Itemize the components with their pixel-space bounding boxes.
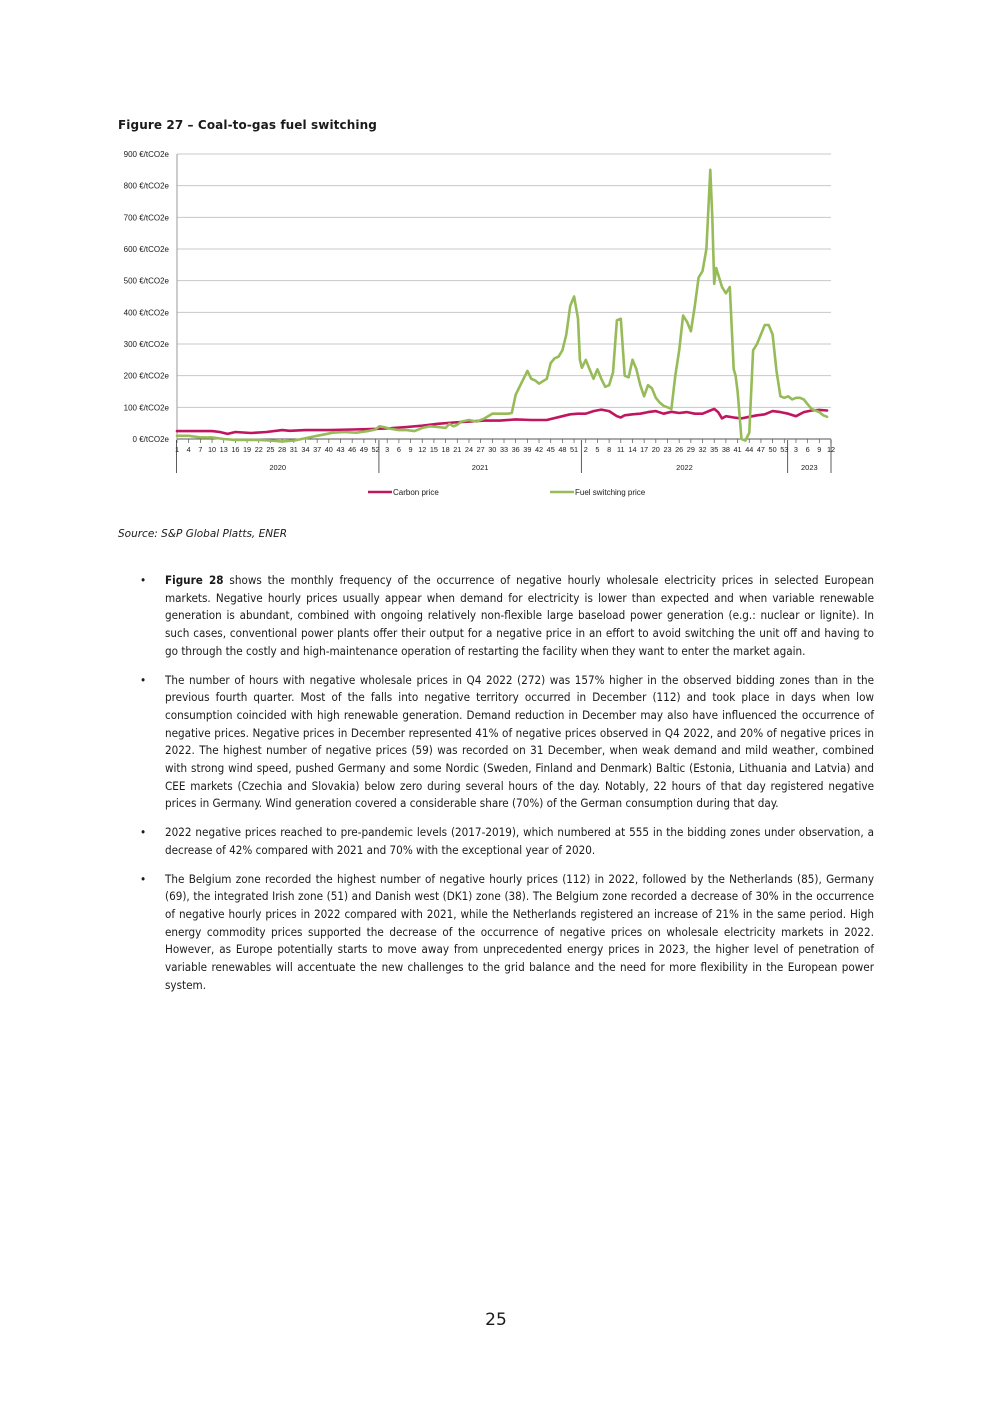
x-tick-label: 10 xyxy=(207,445,217,454)
y-tick-label: 0 €/tCO2e xyxy=(132,435,169,444)
bullet-text: shows the monthly frequency of the occurrence of negative hourly wholesale electricity prices in selected European markets. Negative hourly prices usually appear when demand for electricity is lower than expected and when variable renewable generation is abundant, combined with ongoing relatively non-flexible large baseload power generation (e.g.: nuclear or lignite). In such cases, conventional power plants offer their output for a negative price in an effort to avoid switching the unit off and having to go through the costly and high-maintenance operation of restarting the facility when they want to enter the market again. xyxy=(165,573,874,658)
x-tick-label: 32 xyxy=(698,445,707,454)
bullet-item xyxy=(140,871,874,995)
figure-title: Figure 27 – Coal-to-gas fuel switching xyxy=(118,118,377,132)
legend-label: Carbon price xyxy=(393,488,439,497)
bullet-text: 2022 negative prices reached to pre-pandemic levels (2017-2019), which numbered at 555 in the bidding zones under observation, a decrease of 42% compared with 2021 and 70% with the exceptional year of 2020. xyxy=(165,825,874,857)
x-tick-label: 23 xyxy=(663,445,672,454)
x-tick-label: 2 xyxy=(583,445,588,454)
bullet-text: The number of hours with negative wholesale prices in Q4 2022 (272) was 157% higher in the observed bidding zones than in the previous fourth quarter. Most of the falls into negative territory occurred in December (112) and took place in days when low consumption coincided with high renewable generation. Demand reduction in December may also have influenced the occurrence of negative prices. Negative prices in December represented 41% of negative prices observed in Q4 2022, and 20% of negative prices in 2022. The highest number of negative prices (59) was recorded on 31 December, when weak demand and mild weather, combined with strong wind speed, pushed Germany and some Nordic (Sweden, Finland and Denmark) Baltic (Estonia, Lithuania and Latvia) and CEE markets (Czechia and Slovakia) below zero during several hours of the day. Notably, 22 hours of that day registered negative prices in Germany. Wind generation covered a considerable share (70%) of the German consumption during that day. xyxy=(165,672,874,811)
x-tick-label: 31 xyxy=(289,445,298,454)
bullet-item xyxy=(140,572,874,661)
x-tick-label: 24 xyxy=(464,445,474,454)
figure-source: Source: S&P Global Platts, ENER xyxy=(118,528,288,540)
y-tick-label: 700 €/tCO2e xyxy=(123,213,169,223)
y-tick-label: 200 €/tCO2e xyxy=(123,371,169,381)
x-tick-label: 14 xyxy=(628,445,637,454)
x-tick-label: 12 xyxy=(826,445,836,454)
x-tick-label: 21 xyxy=(453,445,462,454)
x-tick-label: 43 xyxy=(336,445,345,454)
x-tick-label: 28 xyxy=(278,445,287,454)
bullet-dot: • xyxy=(140,573,147,587)
bullet-item xyxy=(140,672,874,814)
x-tick-label: 3 xyxy=(385,445,390,454)
x-tick-label: 40 xyxy=(324,445,333,454)
x-tick-label: 16 xyxy=(231,445,240,454)
x-tick-label: 1 xyxy=(174,445,180,454)
x-tick-label: 35 xyxy=(710,445,719,454)
x-tick-label: 9 xyxy=(408,445,413,454)
year-label: 2020 xyxy=(269,463,287,472)
x-tick-label: 19 xyxy=(243,445,252,454)
x-tick-label: 6 xyxy=(805,445,810,454)
x-tick-label: 39 xyxy=(523,445,532,454)
x-tick-label: 36 xyxy=(511,445,520,454)
y-tick-label: 500 €/tCO2e xyxy=(123,276,169,286)
bullet-dot: • xyxy=(140,871,147,886)
legend-label: Fuel switching price xyxy=(575,488,646,497)
x-tick-label: 26 xyxy=(675,445,684,454)
page-number: 25 xyxy=(485,1310,507,1330)
x-tick-label: 34 xyxy=(301,445,310,454)
x-tick-label: 49 xyxy=(359,445,368,454)
x-tick-label: 15 xyxy=(429,445,438,454)
x-tick-label: 6 xyxy=(396,445,401,454)
bullet-lead: Figure 28 xyxy=(165,573,224,587)
year-label: 2021 xyxy=(471,463,489,472)
x-tick-label: 18 xyxy=(441,445,450,454)
year-label: 2023 xyxy=(800,463,818,472)
y-tick-label: 100 €/tCO2e xyxy=(123,403,169,413)
y-tick-label: 900 €/tCO2e xyxy=(123,150,169,159)
y-tick-label: 800 €/tCO2e xyxy=(123,181,169,191)
bullet-text: The Belgium zone recorded the highest number of negative hourly prices (112) in 2022, followed by the Netherlands (85), Germany (69), the integrated Irish zone (51) and Danish west (DK1) zone (38). The Belgium zone recorded a decrease of 30% in the occurrence of negative hourly prices in 2022 compared with 2021, while the Netherlands registered an increase of 21% in the same period. High energy commodity prices supported the decrease of the occurrence of negative prices on wholesale electricity markets in 2022. However, as Europe potentially starts to move away from unprecedented energy prices in 2023, the higher level of penetration of variable renewables will accentuate the new challenges to the grid balance and the need for more flexibility in the European power system. xyxy=(165,871,874,992)
x-tick-label: 20 xyxy=(651,445,660,454)
x-tick-label: 5 xyxy=(595,445,600,454)
x-tick-label: 4 xyxy=(186,445,191,454)
x-tick-label: 45 xyxy=(546,445,555,454)
x-tick-label: 27 xyxy=(476,445,485,454)
y-tick-label: 600 €/tCO2e xyxy=(123,245,169,254)
x-tick-label: 7 xyxy=(198,445,203,454)
x-tick-label: 42 xyxy=(534,445,544,454)
x-tick-label: 51 xyxy=(570,445,579,454)
x-tick-label: 38 xyxy=(721,445,730,454)
x-tick-label: 12 xyxy=(418,445,427,454)
fuel-switching-chart xyxy=(110,140,850,510)
x-tick-label: 53 xyxy=(780,445,789,454)
bullet-dot: • xyxy=(140,825,147,840)
x-tick-label: 11 xyxy=(616,445,625,454)
x-tick-label: 48 xyxy=(558,445,567,454)
x-tick-label: 33 xyxy=(499,445,509,454)
x-tick-label: 41 xyxy=(733,445,742,454)
bullet-dot: • xyxy=(140,672,147,687)
x-tick-label: 47 xyxy=(756,445,765,454)
y-tick-label: 300 €/tCO2e xyxy=(123,340,169,349)
x-tick-label: 30 xyxy=(488,445,497,454)
x-tick-label: 37 xyxy=(313,445,322,454)
x-tick-label: 52 xyxy=(371,445,380,454)
year-label: 2022 xyxy=(676,463,693,472)
bullet-list xyxy=(140,572,874,1005)
fuel-switching-price-line xyxy=(177,170,827,442)
x-tick-label: 25 xyxy=(266,445,275,454)
x-tick-label: 9 xyxy=(817,445,822,454)
x-tick-label: 44 xyxy=(745,445,754,454)
x-tick-label: 29 xyxy=(686,445,695,454)
x-tick-label: 46 xyxy=(348,445,357,454)
y-tick-label: 400 €/tCO2e xyxy=(123,308,169,318)
x-tick-label: 50 xyxy=(768,445,777,454)
x-tick-label: 13 xyxy=(219,445,228,454)
x-tick-label: 3 xyxy=(793,445,798,454)
x-tick-label: 8 xyxy=(607,445,612,454)
x-tick-label: 17 xyxy=(640,445,649,454)
bullet-item xyxy=(140,824,874,859)
x-tick-label: 22 xyxy=(254,445,263,454)
